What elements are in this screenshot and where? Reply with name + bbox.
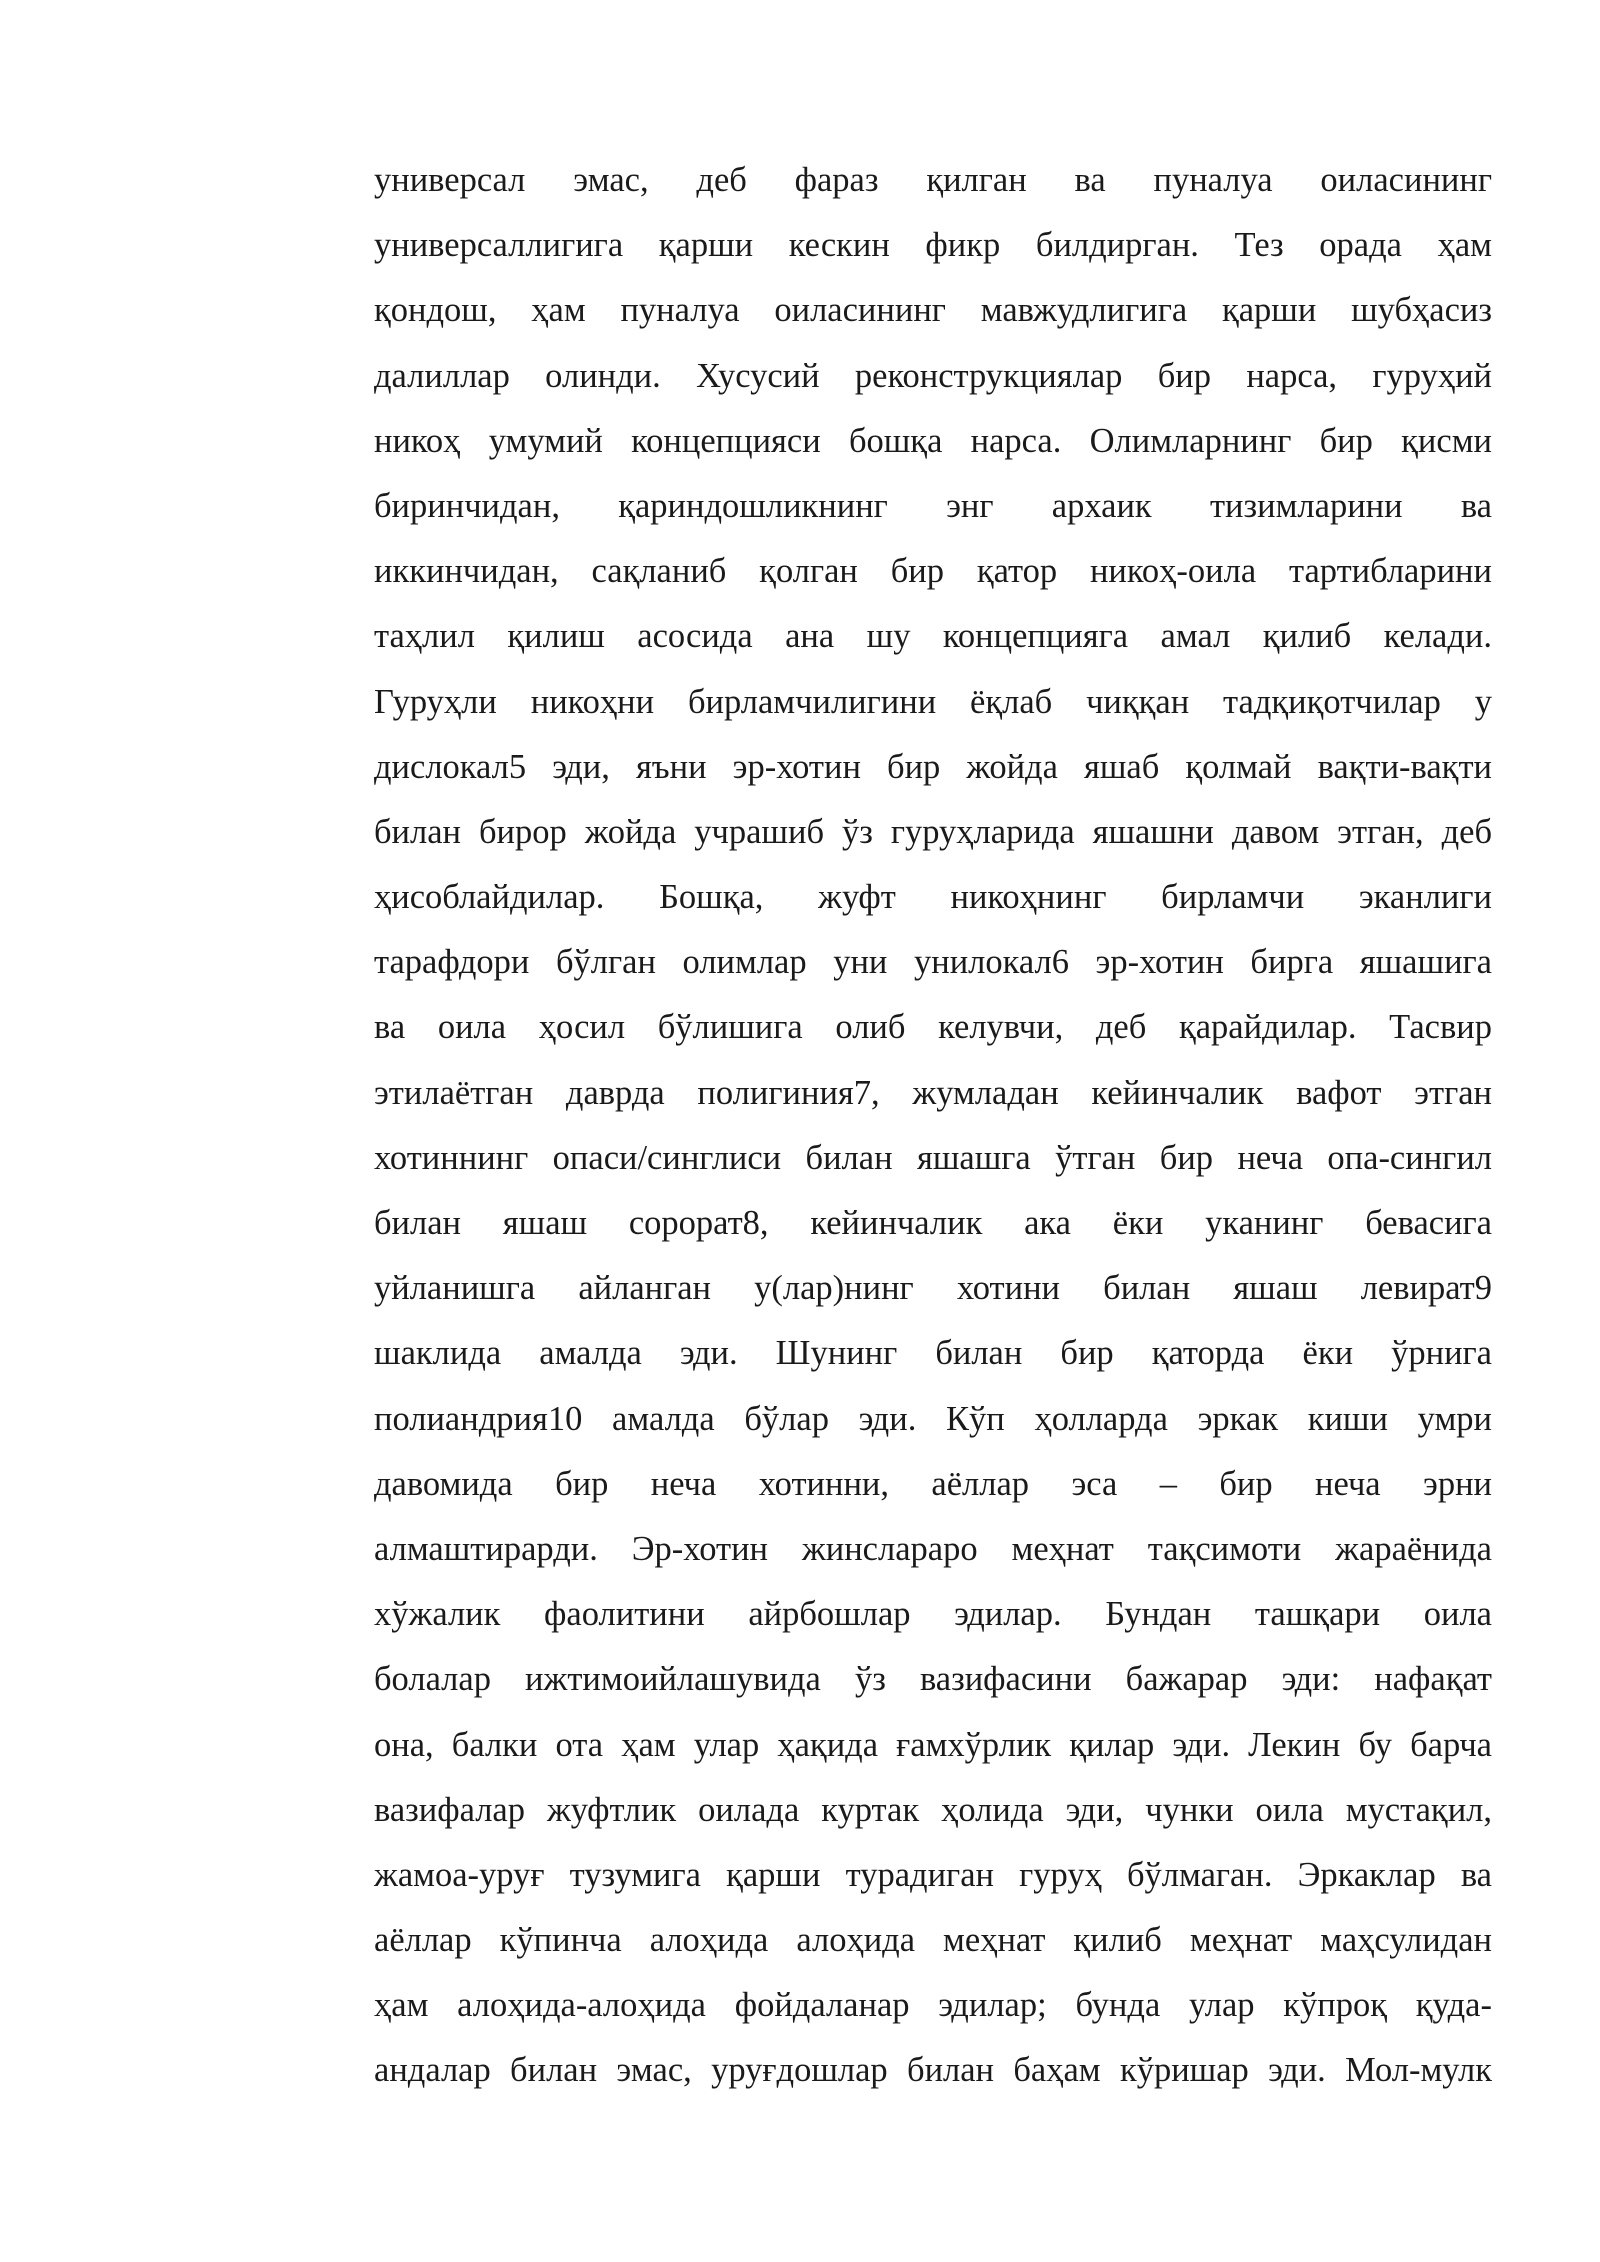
text-line: никоҳ умумий концепцияси бошқа нарса. Олимларнинг бир қисми [374,421,1492,460]
text-line: ҳисоблайдилар. Бошқа, жуфт никоҳнинг бирламчи эканлиги [374,878,1492,917]
text-line: далиллар олинди. Хусусий реконструкциялар бир нарса, гуруҳий [374,356,1492,395]
text-line: иккинчидан, сақланиб қолган бир қатор никоҳ-оила тартибларини [374,552,1492,591]
text-line: биринчидан, қариндошликнинг энг архаик тизимларини ва [374,486,1492,525]
text-line: универсаллигига қарши кескин фикр билдирган. Тез орада ҳам [374,226,1492,265]
text-line: билан бирор жойда учрашиб ўз гуруҳларида яшашни давом этган, деб [374,812,1492,851]
text-line: хотиннинг опаси/синглиси билан яшашга ўтган бир неча опа-сингил [374,1138,1492,1177]
text-line: ва оила ҳосил бўлишига олиб келувчи, деб қарайдилар. Тасвир [374,1008,1492,1047]
text-line: этилаётган даврда полигиния7, жумладан кейинчалик вафот этган [374,1073,1492,1112]
text-line: полиандрия10 амалда бўлар эди. Кўп ҳолларда эркак киши умри [374,1399,1492,1438]
text-line: алмаштирарди. Эр-хотин жинслараро меҳнат тақсимоти жараёнида [374,1529,1492,1568]
text-line: тарафдори бўлган олимлар уни унилокал6 эр-хотин бирга яшашига [374,943,1492,982]
text-line: давомида бир неча хотинни, аёллар эса – бир неча эрни [374,1464,1492,1503]
text-line: Гуруҳли никоҳни бирламчилигини ёқлаб чиққан тадқиқотчилар у [374,682,1492,721]
text-line: билан яшаш сорорат8, кейинчалик ака ёки уканинг бевасига [374,1204,1492,1242]
text-line: вазифалар жуфтлик оилада куртак ҳолида эди, чунки оила мустақил, [374,1790,1492,1829]
text-line: аёллар кўпинча алоҳида алоҳида меҳнат қилиб меҳнат маҳсулидан [374,1921,1492,1960]
text-line: таҳлил қилиш асосида ана шу концепцияга амал қилиб келади. [374,617,1492,656]
text-line: жамоа-уруғ тузумига қарши турадиган гуруҳ бўлмаган. Эркаклар ва [374,1855,1492,1894]
text-line: дислокал5 эди, яъни эр-хотин бир жойда яшаб қолмай вақти-вақти [374,747,1492,786]
text-line: универсал эмас, деб фараз қилган ва пуналуа оиласининг [374,161,1492,199]
text-line: андалар билан эмас, уруғдошлар билан баҳам кўришар эди. Мол-мулк [374,2051,1492,2090]
text-line: қондош, ҳам пуналуа оиласининг мавжудлигига қарши шубҳасиз [374,291,1492,330]
text-line: шаклида амалда эди. Шунинг билан бир қаторда ёки ўрнига [374,1334,1492,1373]
body-text [374,148,1492,2104]
text-line: уйланишга айланган у(лар)нинг хотини билан яшаш левират9 [374,1269,1492,1308]
text-line: ҳам алоҳида-алоҳида фойдаланар эдилар; бунда улар кўпроқ қуда- [374,1986,1492,2025]
text-line: хўжалик фаолитини айрбошлар эдилар. Бундан ташқари оила [374,1595,1492,1634]
text-line: она, балки ота ҳам улар ҳақида ғамхўрлик қилар эди. Лекин бу барча [374,1725,1492,1764]
text-line: болалар ижтимоийлашувида ўз вазифасини бажарар эди: нафақат [374,1660,1492,1699]
